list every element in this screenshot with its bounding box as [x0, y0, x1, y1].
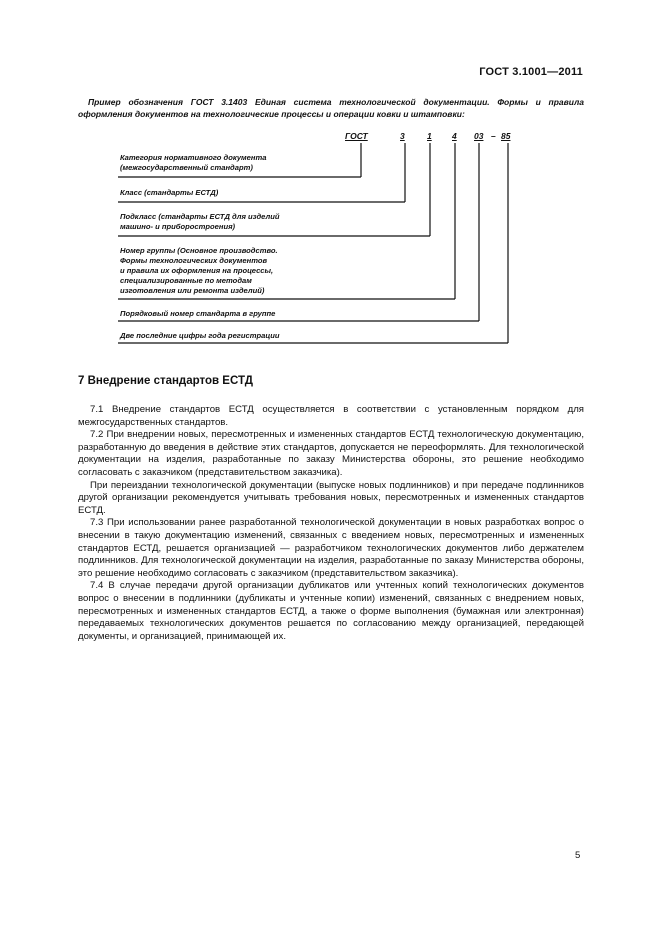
- code-dash: –: [491, 131, 496, 141]
- code-prefix: ГОСТ: [345, 131, 368, 141]
- page-number: 5: [575, 850, 581, 861]
- paragraph-7-2-continued: При переиздании технологической документации (выпуске новых подлинников) и при передаче подлинников другой организации рекомендуется учитывать требования новых, пересмотренных и измененных стандартов ЕСТД.: [78, 479, 584, 516]
- paragraph-7-3: 7.3 При использовании ранее разработанной технологической документации в новых разработках вопрос о внесении в такую документацию изменений, связанных с введением новых, пересмотренных и измененных стандартов ЕСТД, решается организацией — разработчиком технологических документов либо держателем подлинников. Для технологической документации на изделия, разработанные по заказу Министерства обороны, это решение необходимо согласовать с заказчиком (представительством заказчика).: [78, 517, 584, 579]
- label-serial-number: Порядковый номер стандарта в группе: [120, 309, 276, 318]
- designation-diagram: [0, 0, 661, 360]
- label-group-number: Номер группы (Основное производство. Формы технологических документов и правила их оформления на процессы, специализированные по методам изготовления или ремонта изделий): [120, 246, 278, 295]
- code-year: 85: [501, 131, 511, 141]
- code-group: 4: [452, 131, 457, 141]
- section-title: 7 Внедрение стандартов ЕСТД: [78, 375, 253, 387]
- code-subclass: 1: [427, 131, 432, 141]
- paragraph-7-4: 7.4 В случае передачи другой организации дубликатов или учтенных копий технологических документов вопрос о внесении в подлинники (дубликаты и учтенные копии) изменений, связанных с внедрением новых, пересмотренных и измененных стандартов ЕСТД, а также о форме выполнения (бумажная или электронная) передаваемых технологических документов решается по согласованию между организацией, передающей документы, и организацией, принимающей их.: [78, 580, 584, 642]
- code-class: 3: [400, 131, 405, 141]
- section-body: [78, 404, 584, 643]
- label-subclass: Подкласс (стандарты ЕСТД для изделий машино- и приборостроения): [120, 212, 280, 231]
- label-category: Категория нормативного документа (межгосударственный стандарт): [120, 153, 267, 172]
- document-number-header: ГОСТ 3.1001—2011: [479, 66, 583, 78]
- example-caption: Пример обозначения ГОСТ 3.1403 Единая система технологической документации. Формы и правила оформления документов на технологические процессы и операции ковки и штамповки:: [78, 97, 584, 119]
- code-serial: 03: [474, 131, 484, 141]
- paragraph-7-2: 7.2 При внедрении новых, пересмотренных и измененных стандартов ЕСТД технологическую документацию, разработанную до введения в действие этих стандартов, допускается не переоформлять. Для технологической документации на изделия, разработанные по заказу Министерства обороны, это решение необходимо согласовать с заказчиком (представительством заказчика).: [78, 429, 584, 478]
- paragraph-7-1: 7.1 Внедрение стандартов ЕСТД осуществляется в соответствии с установленным порядком для межгосударственных стандартов.: [78, 404, 584, 428]
- label-class: Класс (стандарты ЕСТД): [120, 188, 219, 197]
- connector-lines: [0, 0, 661, 360]
- label-registration-year: Две последние цифры года регистрации: [120, 331, 280, 340]
